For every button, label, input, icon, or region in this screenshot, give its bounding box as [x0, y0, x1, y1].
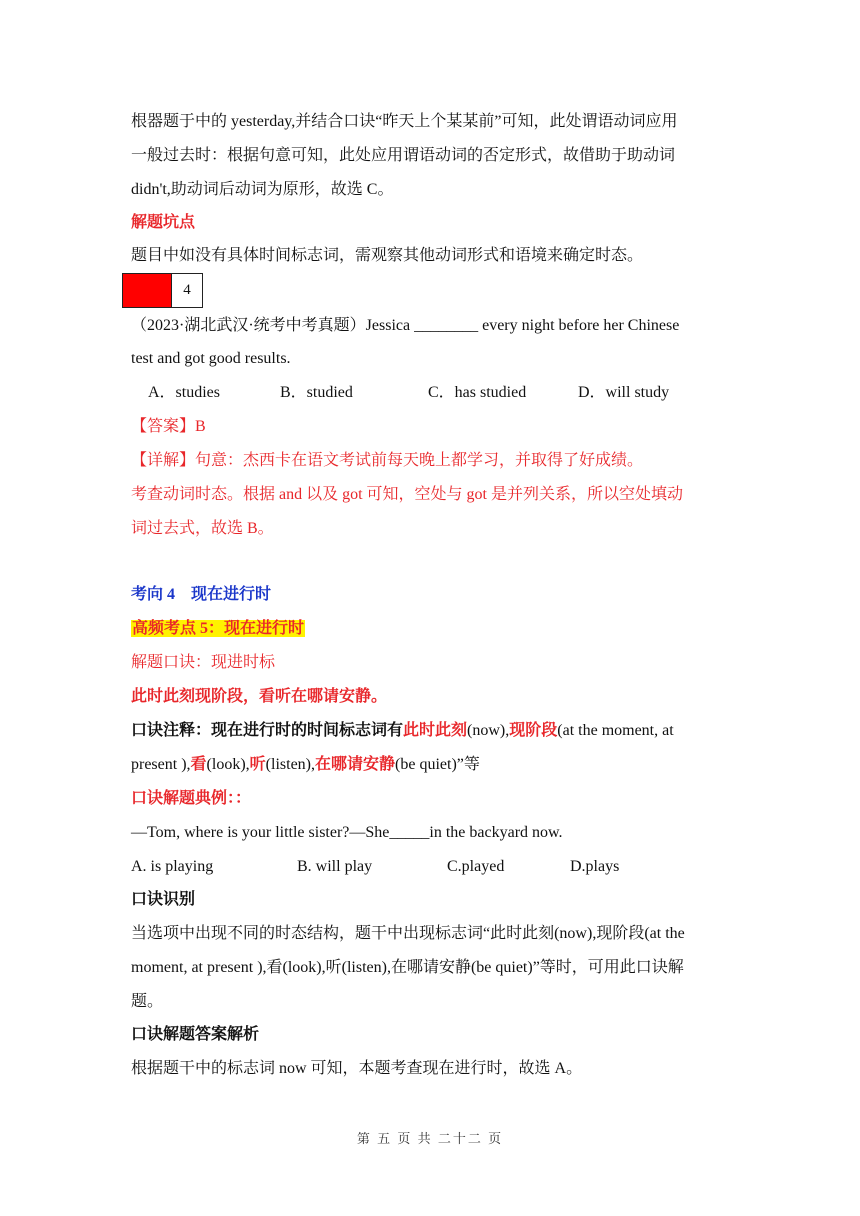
answer-line: 【答案】B	[131, 418, 206, 435]
keyword-stage: 现阶段	[509, 722, 558, 739]
question-line-2: test and got good results.	[131, 350, 291, 367]
option-a: A．studies	[148, 384, 221, 401]
keyword-now: 此时此刻	[403, 722, 468, 739]
notes-label: 口诀注释：现在进行时的时间标志词有	[131, 722, 404, 739]
highlight-label: 高频考点 5：现在进行时	[132, 620, 305, 637]
explanation-line-1: 根器题于中的 yesterday,并结合口诀“昨天上个某某前”可知，此处谓语动词应用	[131, 113, 678, 130]
option-d: D．will study	[578, 384, 670, 401]
keyword-quiet: 在哪请安静	[315, 756, 396, 773]
example-option-d: D.plays	[570, 858, 620, 875]
keyword-listen: 听	[249, 756, 266, 773]
mnemonic-text: 此时此刻现阶段，看听在哪请安静。	[131, 688, 388, 705]
option-c: C．has studied	[428, 384, 527, 401]
notes-text-5: (listen),	[265, 756, 315, 773]
example-option-a: A. is playing	[131, 858, 214, 875]
analysis-text: 根据题干中的标志词 now 可知，本题考查现在进行时，故选 A。	[131, 1060, 583, 1077]
example-option-c: C.played	[447, 858, 505, 875]
notes-text-2: (at the moment, at	[557, 722, 674, 739]
analysis-heading: 口诀解题答案解析	[131, 1026, 260, 1043]
notes-line-2	[131, 754, 480, 776]
notes-text-4: (look),	[206, 756, 250, 773]
example-question: —Tom, where is your little sister?—She_____in the backyard now.	[131, 824, 563, 841]
identify-heading: 口诀识别	[131, 891, 196, 908]
pitfall-heading: 解题坑点	[131, 214, 196, 231]
detail-line-3: 词过去式，故选 B。	[131, 520, 274, 537]
notes-text-6: (be quiet)”等	[395, 756, 480, 773]
identify-line-3: 题。	[131, 993, 164, 1010]
explanation-line-3: didn't,助动词后动词为原形，故选 C。	[131, 181, 394, 198]
detail-line-1	[131, 450, 643, 472]
detail-label: 【详解】	[131, 452, 196, 469]
notes-text-3: present ),	[131, 756, 191, 773]
example-heading: 口诀解题典例：：	[131, 790, 252, 807]
notes-line-1	[131, 720, 674, 742]
notes-text-1: (now),	[467, 722, 510, 739]
page-footer: 第 五 页 共 二十二 页	[356, 1131, 504, 1146]
keyword-look: 看	[190, 756, 207, 773]
question-line-1: （2023·湖北武汉·统考中考真题）Jessica ________ every night before her Chinese	[131, 317, 680, 334]
identify-line-1: 当选项中出现不同的时态结构，题干中出现标志词“此时此刻(now),现阶段(at the	[131, 925, 685, 942]
detail-meaning: 句意：杰西卡在语文考试前每天晚上都学习，并取得了好成绩。	[195, 452, 644, 469]
badge-red-block	[123, 274, 172, 307]
direction-heading: 考向 4 现在进行时	[131, 586, 272, 603]
option-b: B．studied	[280, 384, 353, 401]
identify-line-2: moment, at present ),看(look),听(listen),在哪请安静(be quiet)”等时，可用此口诀解	[131, 959, 684, 976]
question-number-badge	[122, 273, 203, 308]
example-option-b: B. will play	[297, 858, 373, 875]
detail-line-2: 考查动词时态。根据 and 以及 got 可知，空处与 got 是并列关系，所以空处填动	[131, 486, 683, 503]
explanation-line-2: 一般过去时：根据句意可知，此处应用谓语动词的否定形式，故借助于助动词	[131, 147, 676, 164]
mnemonic-title: 解题口诀：现进时标	[131, 654, 276, 671]
highlight-heading	[131, 618, 305, 640]
question-number: 4	[172, 274, 202, 307]
pitfall-text: 题目中如没有具体时间标志词，需观察其他动词形式和语境来确定时态。	[131, 247, 644, 264]
